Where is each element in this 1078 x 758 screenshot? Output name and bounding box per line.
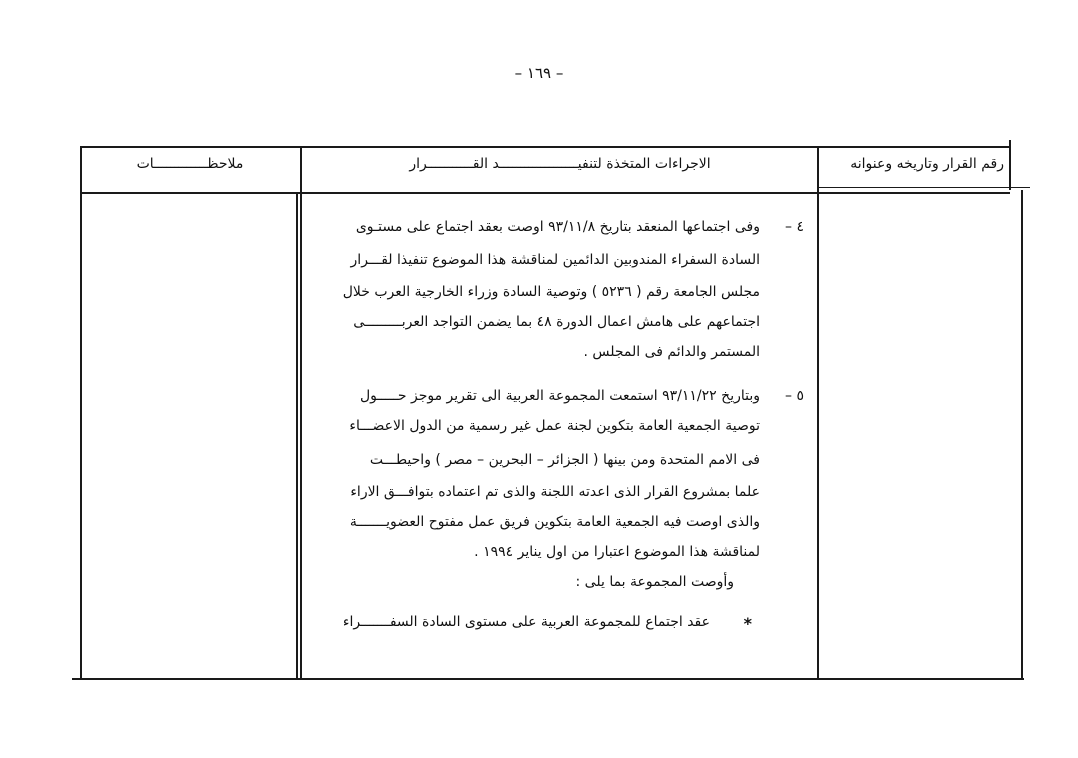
item-line: لمناقشة هذا الموضوع اعتبارا من اول يناير ١٩٩٤ . (474, 544, 760, 560)
table-right-border (1021, 190, 1023, 679)
item-line: مجلس الجامعة رقم ( ٥٢٣٦ ) وتوصية السادة وزراء الخارجية العرب خلال (342, 284, 760, 300)
item-line: اجتماعهم على هامش اعمال الدورة ٤٨ بما يضمن التواجد العربـــــــــى (353, 314, 760, 330)
table-bottom-border (72, 678, 1024, 680)
table-left-border (80, 146, 82, 679)
page-number: – ١٦٩ – (514, 64, 564, 82)
table-top-border (80, 146, 1010, 148)
item-number: ٤ – (785, 219, 804, 235)
item-line: والذى اوصت فيه الجمعية العامة بتكوين فريق عمل مفتوح العضويـــــــة (349, 514, 760, 530)
column-divider-notes-lower (296, 193, 298, 679)
item-line: المستمر والدائم فى المجلس . (583, 344, 760, 360)
item-line: توصية الجمعية العامة بتكوين لجنة عمل غير رسمية من الدول الاعضـــاء (349, 418, 760, 434)
item-line: وأوصت المجموعة بما يلى : (575, 574, 734, 590)
table-header-border-right (818, 187, 1030, 188)
column-divider-notes (300, 146, 302, 679)
bullet-text: عقد اجتماع للمجموعة العربية على مستوى السادة السفـــــــراء (342, 614, 710, 630)
item-line: وبتاريخ ٩٣/١١/٢٢ استمعت المجموعة العربية الى تقرير موجز حـــــول (359, 388, 760, 404)
table-header-border (80, 192, 1010, 194)
table-right-border-top (1009, 140, 1011, 190)
header-actions: الاجراءات المتخذة لتنفيـــــــــــــــــــد القـــــــــــرار (409, 156, 711, 172)
header-decision: رقم القرار وتاريخه وعنوانه (850, 156, 1004, 172)
bullet-marker: * (743, 614, 752, 633)
column-divider-actions (817, 146, 819, 679)
item-line: فى الامم المتحدة ومن بينها ( الجزائر – البحرين – مصر ) واحيطـــت (369, 452, 760, 468)
item-number: ٥ – (785, 388, 804, 404)
header-notes: ملاحظـــــــــــــات (136, 156, 244, 172)
item-line: علما بمشروع القرار الذى اعدته اللجنة والذى تم اعتماده بتوافـــق الاراء (350, 484, 760, 500)
item-line: السادة السفراء المندوبين الدائمين لمناقشة هذا الموضوع تنفيذا لقـــرار (350, 252, 760, 268)
item-line: وفى اجتماعها المنعقد بتاريخ ٩٣/١١/٨ اوصت بعقد اجتماع على مستـوى (355, 219, 760, 235)
